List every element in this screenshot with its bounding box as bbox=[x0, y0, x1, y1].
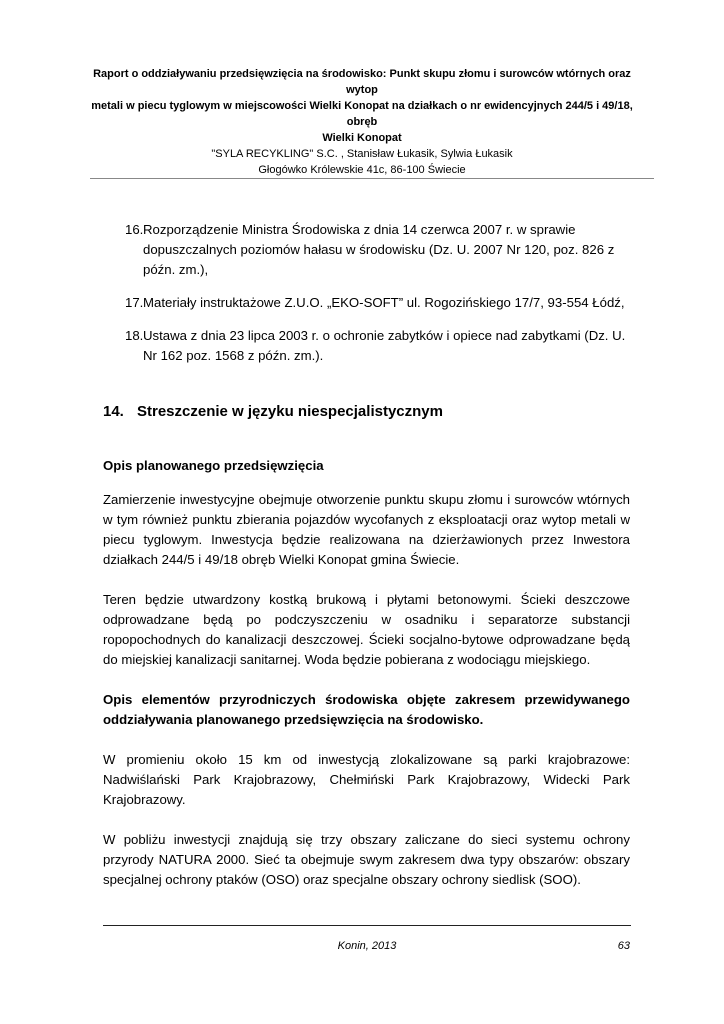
header-divider bbox=[90, 178, 654, 179]
reference-text: Materiały instruktażowe Z.U.O. „EKO-SOFT” ul. Rogozińskiego 17/7, 93-554 Łódź, bbox=[143, 295, 625, 310]
company-name: "SYLA RECYKLING" S.C. , Stanisław Łukasik, Sylwia Łukasik bbox=[211, 148, 513, 160]
reference-item bbox=[103, 220, 630, 280]
section-heading bbox=[103, 402, 630, 422]
subheading-natural-elements: Opis elementów przyrodniczych środowiska objęte zakresem przewidywanego oddziaływania planowanego przedsięwzięcia na środowisko. bbox=[103, 692, 630, 727]
footer-divider bbox=[103, 925, 631, 926]
page-content bbox=[103, 220, 630, 890]
paragraph: Teren będzie utwardzony kostką brukową i płytami betonowymi. Ścieki deszczowe odprowadzane będą po podczyszczeniu w osadniku i separatorze substancji ropopochodnych do kanalizacji deszczowej. Ścieki socjalno-bytowe odprowadzane będą do miejskiej kanalizacji sanitarnej. Woda będzie pobierana z wodociągu miejskiego. bbox=[103, 592, 630, 667]
reference-text: Rozporządzenie Ministra Środowiska z dnia 14 czerwca 2007 r. w sprawie dopuszczalnych poziomów hałasu w środowisku (Dz. U. 2007 Nr 120, poz. 826 z późn. zm.), bbox=[143, 222, 615, 277]
section-number: 14. bbox=[103, 403, 124, 420]
reference-item bbox=[103, 326, 630, 366]
paragraph: W pobliżu inwestycji znajdują się trzy obszary zaliczane do sieci systemu ochrony przyrody NATURA 2000. Sieć ta obejmuje swym zakresem dwa typy obszarów: obszary specjalnej ochrony ptaków (OSO) oraz specjalne obszary ochrony siedlisk (SOO). bbox=[103, 832, 630, 887]
reference-text: Ustawa z dnia 23 lipca 2003 r. o ochronie zabytków i opiece nad zabytkami (Dz. U. Nr 162 poz. 1568 z późn. zm.). bbox=[143, 328, 626, 363]
reference-number: 16. bbox=[125, 222, 144, 237]
reference-number: 18. bbox=[125, 328, 144, 343]
paragraph: W promieniu około 15 km od inwestycją zlokalizowane są parki krajobrazowe: Nadwiślański Park Krajobrazowy, Chełmiński Park Krajobrazowy, Widecki Park Krajobrazowy. bbox=[103, 752, 630, 807]
report-title-line-3: Wielki Konopat bbox=[322, 132, 402, 144]
page-header bbox=[80, 66, 644, 178]
section-title: Streszczenie w języku niespecjalistycznym bbox=[137, 403, 443, 420]
report-title-line-2: metali w piecu tyglowym w miejscowości Wielki Konopat na działkach o nr ewidencyjnych 244/5 i 49/18, obręb bbox=[91, 100, 633, 128]
paragraph: Zamierzenie inwestycyjne obejmuje otworzenie punktu skupu złomu i surowców wtórnych w tym również punktu zbierania pojazdów wycofanych z eksploatacji oraz wytop metali w piecu tyglowym. Inwestycja będzie realizowana na dzierżawionych przez Inwestora działkach 244/5 i 49/18 obręb Wielki Konopat gmina Świecie. bbox=[103, 492, 630, 567]
reference-item bbox=[103, 293, 630, 313]
subheading-project-description: Opis planowanego przedsięwzięcia bbox=[103, 458, 324, 473]
reference-list bbox=[103, 220, 630, 366]
reference-number: 17. bbox=[125, 295, 144, 310]
page-number: 63 bbox=[617, 940, 630, 952]
footer-place-year: Konin, 2013 bbox=[337, 940, 397, 952]
company-address: Głogówko Królewskie 41c, 86-100 Świecie bbox=[258, 164, 466, 176]
report-title-line-1: Raport o oddziaływaniu przedsięwzięcia na środowisko: Punkt skupu złomu i surowców wtórnych oraz wytop bbox=[93, 68, 631, 96]
